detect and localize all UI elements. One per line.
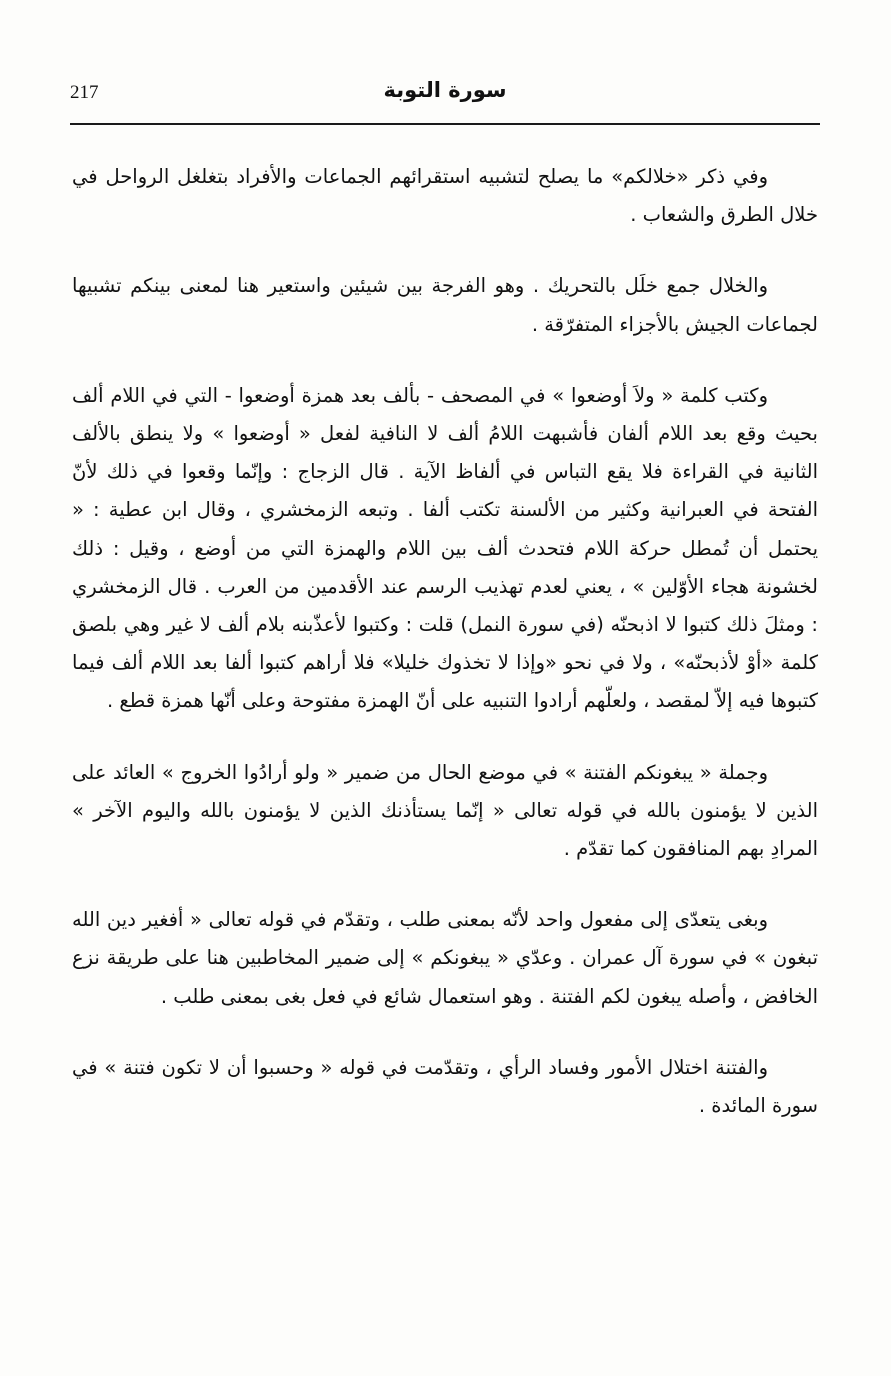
paragraph: وبغى يتعدّى إلى مفعول واحد لأنّه بمعنى طلب ، وتقدّم في قوله تعالى « أفغير دين الله تبغون » في سورة آل عمران . وعدّي « يبغونكم » إلى ضمير المخاطبين هنا على طريقة نزع الخافض ، وأصله يبغون لكم الفتنة . وهو استعمال شائع في فعل بغى بمعنى طلب . <box>72 908 818 1008</box>
body-text <box>72 158 818 1158</box>
paragraph: وفي ذكر «خلالكم» ما يصلح لتشبيه استقرائهم الجماعات والأفراد بتغلغل الرواحل في خلال الطرق والشعاب . <box>72 165 818 227</box>
paragraph: وكتب كلمة « ولاَ أوضعوا » في المصحف - بألف بعد همزة أوضعوا - التي في اللام ألف بحيث وقع بعد اللام ألفان فأشبهت اللامُ ألف لا النافية لفعل « أوضعوا » ولا ينطق بالألف الثانية في القراءة فلا يقع التباس في ألفاظ الآية . قال الزجاج : وإنّما وقعوا في ذلك لأنّ الفتحة في العبرانية وكثير من الألسنة تكتب ألفا . وتبعه الزمخشري ، وقال ابن عطية : « يحتمل أن تُمطل حركة اللام فتحدث ألف بين اللام والهمزة التي من أوضع ، وقيل : ذلك لخشونة هجاء الأوّلين » ، يعني لعدم تهذيب الرسم عند الأقدمين من العرب . قال الزمخشري : ومثلَ ذلك كتبوا لا اذبحنّه (في سورة النمل) قلت : وكتبوا لأعذّبنه بلام ألف لا غير وهي بلصق كلمة «أوْ لأذبحنّه» ، ولا في نحو «وإذا لا تخذوك خليلا» فلا أراهم كتبوا ألفا بعد اللام ألف فيما كتبوها فيه إلاّ لمقصد ، ولعلّهم أرادوا التنبيه على أنّ الهمزة مفتوحة وعلى أنّها همزة قطع . <box>72 383 818 713</box>
header-rule <box>70 123 820 125</box>
paragraph: والفتنة اختلال الأمور وفساد الرأي ، وتقدّمت في قوله « وحسبوا أن لا تكون فتنة » في سورة المائدة . <box>72 1055 818 1118</box>
paragraph: والخلال جمع خلَل بالتحريك . وهو الفرجة بين شيئين واستعير هنا لمعنى بينكم تشبيها لجماعات الجيش بالأجزاء المتفرّقة . <box>72 274 818 336</box>
running-title: سورة التوبة <box>383 78 507 102</box>
page-header <box>70 78 820 122</box>
paragraph: وجملة « يبغونكم الفتنة » في موضع الحال من ضمير « ولو أرادُوا الخروج » العائد على الذين لا يؤمنون بالله في قوله تعالى « إنّما يستأذنك الذين لا يؤمنون بالله واليوم الآخر » المرادِ بهم المنافقون كما تقدّم . <box>72 760 818 861</box>
page-number: 217 <box>70 82 99 103</box>
